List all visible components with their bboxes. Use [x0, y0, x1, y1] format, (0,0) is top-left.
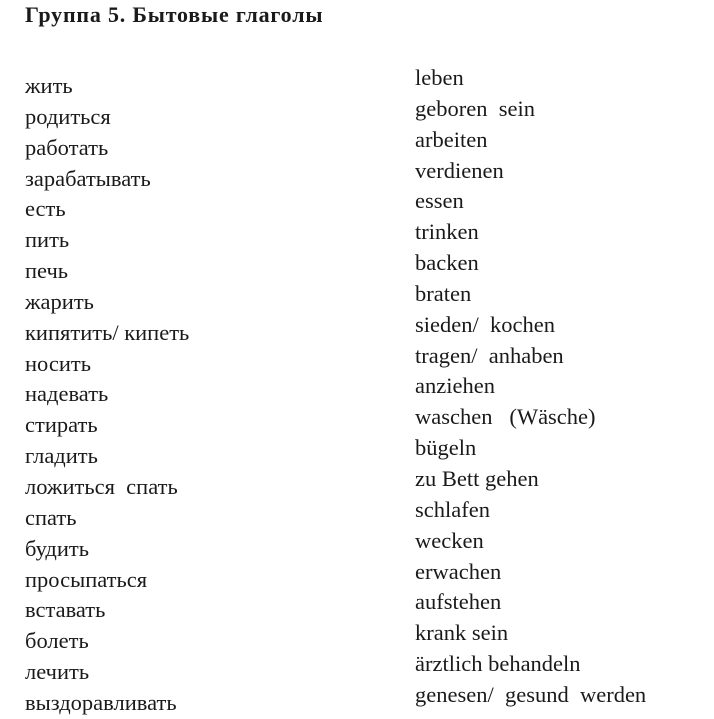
russian-verb: болеть: [25, 628, 89, 654]
russian-verb: жарить: [25, 288, 94, 314]
russian-verb-list: [25, 71, 189, 719]
russian-verb: стирать: [25, 412, 98, 438]
russian-verb: работать: [25, 134, 109, 160]
russian-verb: ложиться спать: [25, 473, 178, 499]
german-verb: arbeiten: [415, 126, 488, 152]
german-verb: genesen/ gesund werden: [415, 681, 647, 707]
german-verb: waschen (Wäsche): [415, 404, 596, 430]
german-verb: trinken: [415, 219, 479, 245]
german-verb: schlafen: [415, 496, 490, 522]
german-verb: sieden/ kochen: [415, 311, 555, 337]
german-verb-list: [415, 63, 646, 711]
russian-verb: зарабатывать: [25, 165, 151, 191]
page-title: Группа 5. Бытовые глаголы: [25, 2, 324, 27]
german-verb: geboren sein: [415, 95, 535, 121]
russian-verb: будить: [25, 535, 90, 561]
russian-verb: жить: [25, 73, 73, 98]
russian-verb: есть: [25, 196, 66, 222]
german-verb: essen: [415, 188, 464, 214]
german-verb: anziehen: [415, 373, 495, 399]
german-verb: wecken: [415, 527, 484, 553]
german-verb: erwachen: [415, 558, 502, 584]
russian-verb: носить: [25, 350, 91, 376]
russian-verb: просыпаться: [25, 566, 148, 592]
german-verb: zu Bett gehen: [415, 465, 539, 491]
russian-verb: пить: [25, 227, 70, 253]
german-verb: aufstehen: [415, 589, 502, 615]
german-verb: leben: [415, 65, 464, 90]
russian-verb: лечить: [25, 659, 90, 685]
russian-verb: печь: [25, 258, 69, 284]
german-verb: ärztlich behandeln: [415, 651, 581, 677]
russian-verb: кипятить/ кипеть: [25, 319, 190, 345]
german-verb: tragen/ anhaben: [415, 342, 564, 368]
russian-verb: спать: [25, 504, 77, 530]
german-verb: backen: [415, 250, 479, 276]
russian-verb: гладить: [25, 443, 98, 469]
german-verb: verdienen: [415, 157, 504, 183]
german-verb: braten: [415, 280, 472, 306]
german-verb: krank sein: [415, 620, 509, 646]
russian-verb: вставать: [25, 597, 106, 623]
russian-verb: родиться: [25, 103, 111, 129]
russian-verb: надевать: [25, 381, 109, 407]
russian-verb: выздоравливать: [25, 689, 177, 715]
german-verb: bügeln: [415, 435, 477, 461]
